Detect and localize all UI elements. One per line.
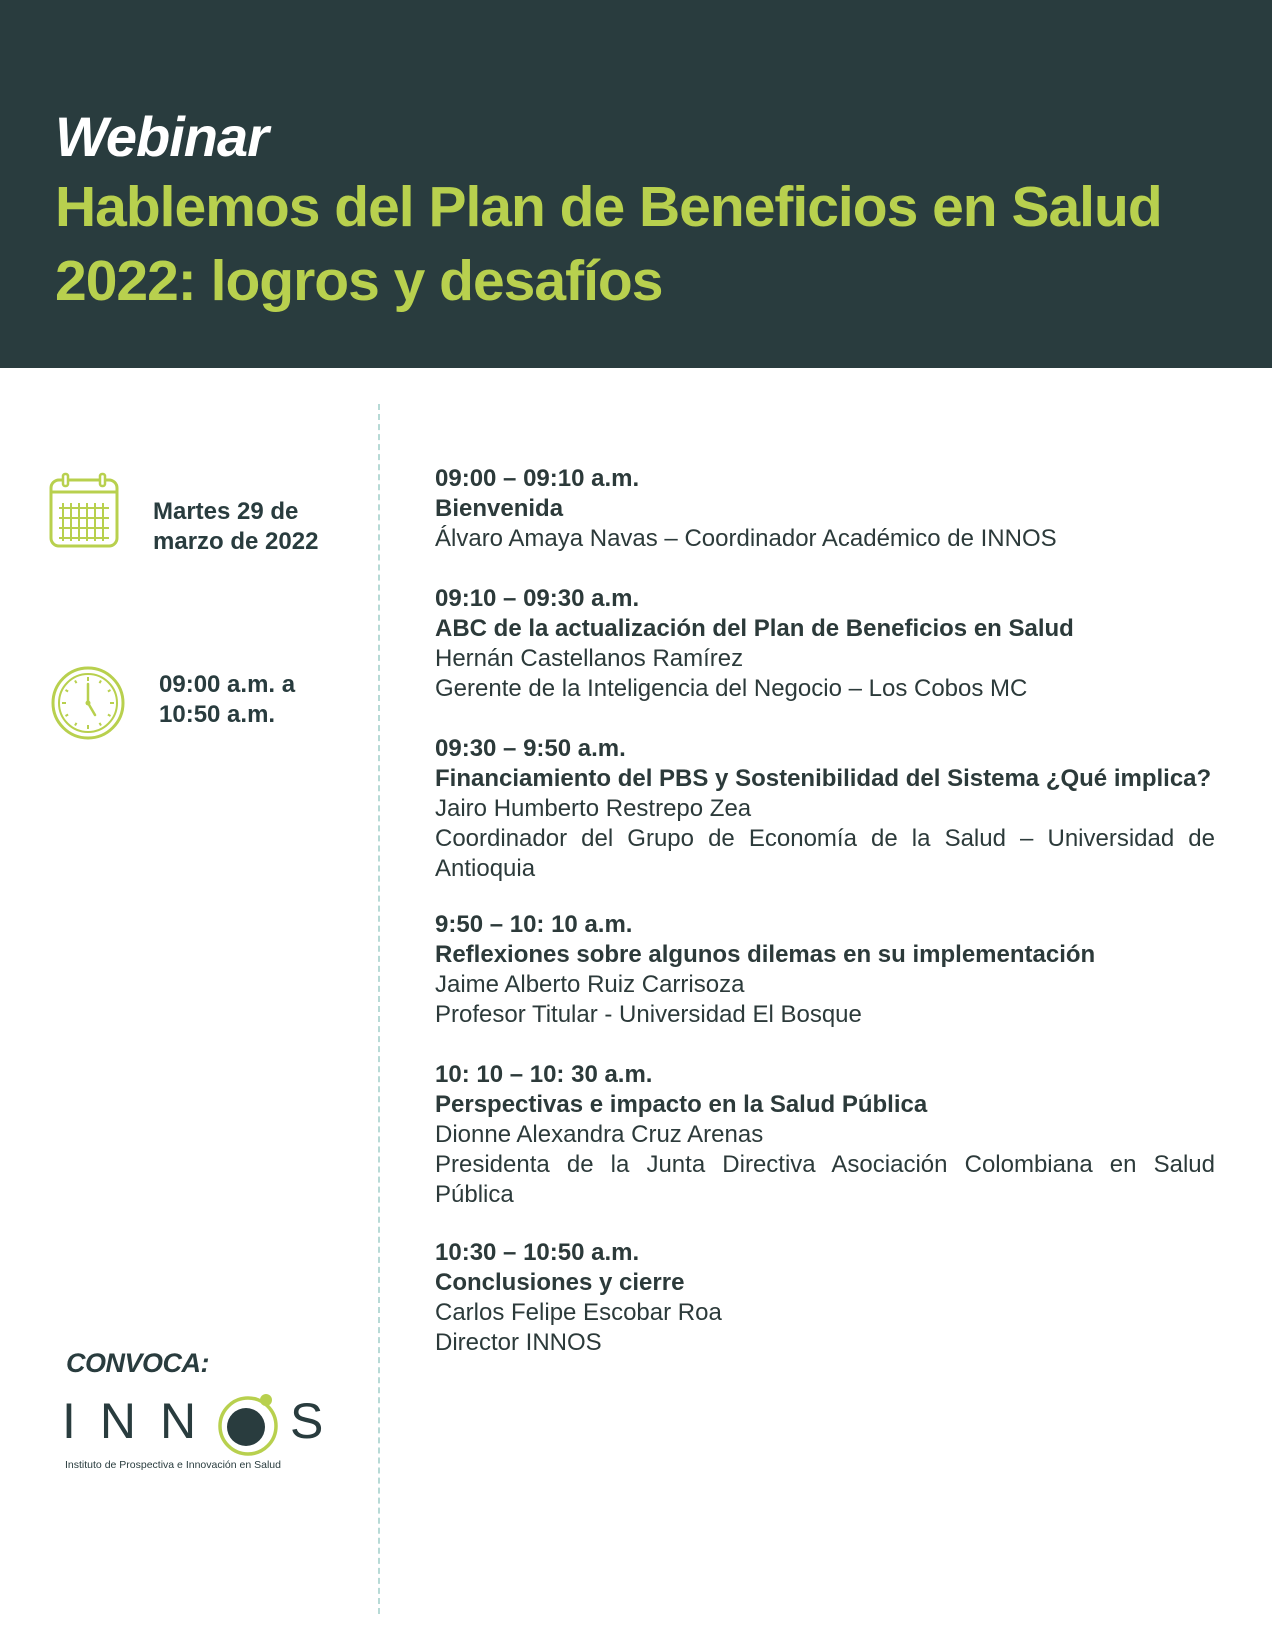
agenda-item (435, 734, 1215, 884)
date-line-2: marzo de 2022 (153, 528, 319, 555)
session-time: 10:30 – 10:50 a.m. (435, 1239, 640, 1266)
session-time: 09:10 – 09:30 a.m. (435, 585, 640, 612)
logo-subtitle: Instituto de Prospectiva e Innovación en Salud (65, 1459, 281, 1471)
convoca-label: CONVOCA: (66, 1348, 209, 1378)
session-time: 10: 10 – 10: 30 a.m. (435, 1061, 653, 1088)
event-date (153, 497, 318, 557)
innos-logo (62, 1390, 332, 1470)
header-banner (0, 0, 1272, 368)
clock-icon (50, 665, 126, 741)
dashed-divider (378, 404, 380, 1614)
session-role: Director INNOS (435, 1329, 602, 1356)
session-speaker: Carlos Felipe Escobar Roa (435, 1299, 722, 1326)
logo-last-letter: S (290, 1393, 324, 1449)
session-topic: Reflexiones sobre algunos dilemas en su implementación (435, 941, 1096, 968)
calendar-icon (49, 472, 119, 550)
agenda-item (435, 1060, 1215, 1210)
session-time: 09:30 – 9:50 a.m. (435, 735, 626, 762)
session-speaker: Álvaro Amaya Navas – Coordinador Académico de INNOS (435, 525, 1057, 552)
time-line-1: 09:00 a.m. a (159, 671, 296, 698)
session-role: Presidenta de la Junta Directiva Asociación Colombiana en Salud Pública (435, 1151, 1215, 1208)
agenda-item (435, 1238, 1215, 1358)
session-speaker: Hernán Castellanos Ramírez (435, 645, 744, 672)
session-topic: ABC de la actualización del Plan de Beneficios en Salud (435, 615, 1074, 642)
logo-o-mark-icon (212, 1390, 292, 1458)
agenda-item (435, 464, 1215, 554)
session-speaker: Jaime Alberto Ruiz Carrisoza (435, 971, 745, 998)
event-time (159, 670, 295, 730)
session-topic: Financiamiento del PBS y Sostenibilidad del Sistema ¿Qué implica? (435, 765, 1212, 792)
date-line-1: Martes 29 de (153, 498, 299, 525)
webinar-kicker: Webinar (55, 105, 268, 168)
session-time: 09:00 – 09:10 a.m. (435, 465, 640, 492)
session-topic: Conclusiones y cierre (435, 1269, 685, 1296)
logo-letters: INN (62, 1393, 221, 1449)
session-time: 9:50 – 10: 10 a.m. (435, 911, 633, 938)
session-role: Gerente de la Inteligencia del Negocio – Los Cobos MC (435, 675, 1028, 702)
agenda-item (435, 584, 1215, 704)
time-line-2: 10:50 a.m. (159, 701, 276, 728)
title-line-2: 2022: logros y desafíos (55, 249, 663, 313)
title-line-1: Hablemos del Plan de Beneficios en Salud (55, 175, 1162, 239)
session-topic: Perspectivas e impacto en la Salud Pública (435, 1091, 928, 1118)
session-speaker: Dionne Alexandra Cruz Arenas (435, 1121, 764, 1148)
session-topic: Bienvenida (435, 495, 564, 522)
agenda-item (435, 910, 1215, 1030)
webinar-title (55, 170, 1235, 318)
session-role: Profesor Titular - Universidad El Bosque (435, 1001, 862, 1028)
session-speaker: Jairo Humberto Restrepo Zea (435, 795, 752, 822)
session-role: Coordinador del Grupo de Economía de la Salud – Universidad de Antioquia (435, 825, 1215, 882)
